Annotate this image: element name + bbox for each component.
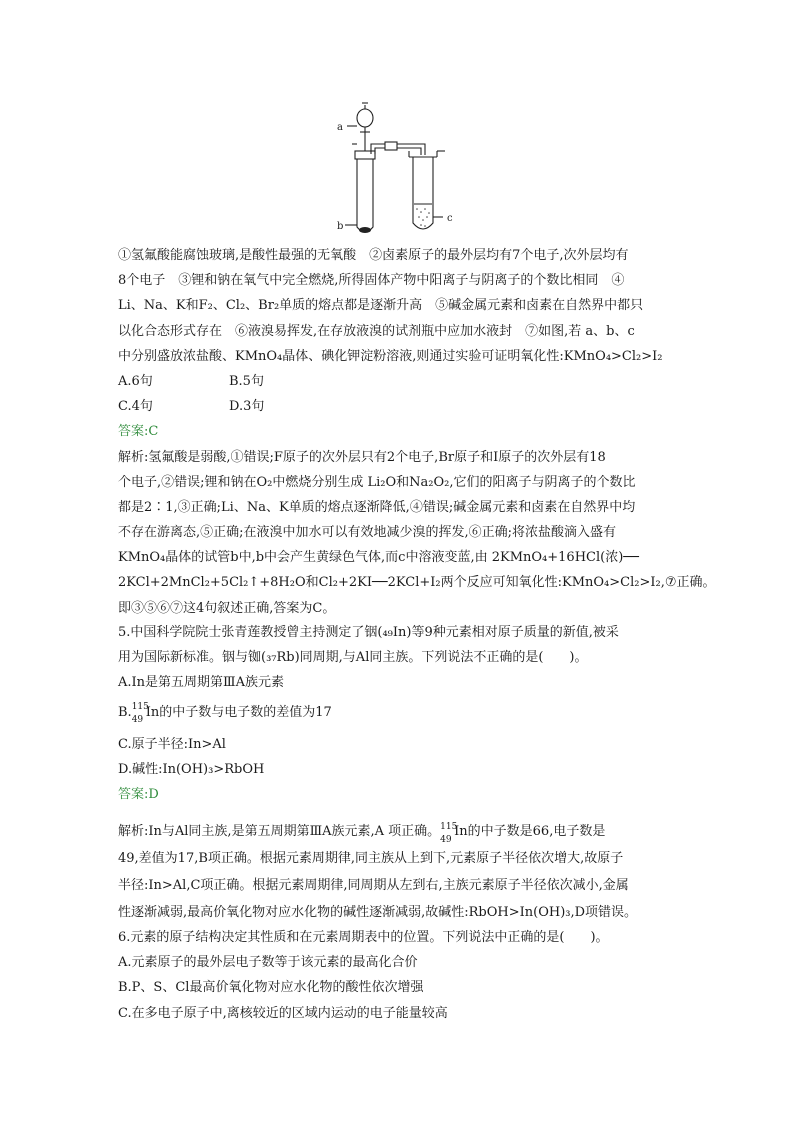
q4-statement-line: Li、Na、K和F₂、Cl₂、Br₂单质的熔点都是逐渐升高 ⑤碱金属元素和卤素在自然界中都只	[118, 298, 644, 314]
q4-answer: 答案:C	[118, 424, 159, 440]
q4-explanation-line: 个电子,②错误;锂和钠在O₂中燃烧分别生成 Li₂O和Na₂O₂,它们的阳离子与阴离子的个数比	[118, 474, 636, 490]
q6-block	[118, 925, 678, 1026]
q5-answer: 答案:D	[118, 787, 159, 803]
q5-explanation-line: 49,差值为17,B项正确。根据元素周期律,同主族从上到下,元素原子半径依次增大,故原子	[118, 851, 624, 866]
q4-options-row-2	[118, 394, 678, 419]
q4-option-d: D.3句	[229, 399, 265, 415]
q5-explanation-part1: 解析:In与Al同主族,是第五周期第ⅢA族元素,A 项正确。	[118, 824, 441, 839]
q4-options-row-1	[118, 369, 678, 394]
q5-option-b	[118, 700, 678, 725]
q4-statement-line: ①氢氟酸能腐蚀玻璃,是酸性最强的无氧酸 ②卤素原子的最外层均有7个电子,次外层均有	[118, 248, 629, 263]
q4-block	[118, 243, 716, 621]
label-a: a	[337, 122, 343, 133]
q4-statement-line: 以化合态形式存在 ⑥液溴易挥发,在存放液溴的试剂瓶中应加水液封 ⑦如图,若 a、b、c	[118, 323, 635, 339]
q5-explanation-part2: In的中子数是66,电子数是	[454, 824, 606, 839]
q5-option-d: D.碱性:In(OH)₃>RbOH	[118, 762, 265, 778]
label-b: b	[337, 221, 344, 232]
q4-explanation-line: KMnO₄晶体的试管b中,b中会产生黄绿色气体,而c中溶液变蓝,由 2KMnO₄+16HCl(浓)──	[118, 550, 639, 566]
q6-option-b: B.P、S、Cl最高价氧化物对应水化物的酸性依次增强	[118, 980, 424, 996]
q5-stem-line: 5.中国科学院院士张青莲教授曾主持测定了铟(₄₉In)等9种元素相对原子质量的新值,被采	[118, 625, 619, 640]
q4-explanation-line: 2KCl+2MnCl₂+5Cl₂↑+8H₂O和Cl₂+2KI──2KCl+I₂两个反应可知氧化性:KMnO₄>Cl₂>I₂,⑦正确。	[118, 575, 716, 591]
q4-explanation-line: 不存在游离态,⑤正确;在液溴中加水可以有效地减少溴的挥发,⑥正确;将浓盐酸滴入盛有	[118, 525, 617, 541]
indium-isotope-symbol: 115 49	[440, 822, 458, 845]
q4-statement-line: 8个电子 ③锂和钠在氧气中完全燃烧,所得固体产物中阳离子与阴离子的个数比相同 ④	[118, 273, 625, 289]
isotope-mass-number: 115	[131, 702, 149, 712]
q4-explanation-line: 即③⑤⑥⑦这4句叙述正确,答案为C。	[118, 600, 336, 616]
q4-option-b: B.5句	[229, 373, 264, 389]
q5-option-b-text: In的中子数与电子数的差值为17	[145, 705, 332, 720]
label-c: c	[447, 213, 453, 224]
q5-option-a: A.In是第五周期第ⅢA族元素	[118, 675, 284, 691]
q5-explanation	[118, 818, 678, 926]
q5-option-c: C.原子半径:In>Al	[118, 737, 226, 752]
q6-option-c: C.在多电子原子中,离核较近的区域内运动的电子能量较高	[118, 1005, 448, 1021]
q6-option-a: A.元素原子的最外层电子数等于该元素的最高化合价	[118, 955, 418, 971]
q4-statement-line: 中分别盛放浓盐酸、KMnO₄晶体、碘化钾淀粉溶液,则通过实验可证明氧化性:KMnO₄>Cl₂>I₂	[118, 348, 663, 364]
q4-explanation-line: 都是2∶1,③正确;Li、Na、K单质的熔点逐渐降低,④错误;碱金属元素和卤素在自然界中均	[118, 499, 636, 515]
q5-options-rest	[118, 732, 678, 808]
isotope-atomic-number: 49	[131, 715, 144, 725]
apparatus-figure	[335, 99, 465, 239]
apparatus-diagram	[335, 99, 465, 239]
q6-stem: 6.元素的原子结构决定其性质和在元素周期表中的位置。下列说法中正确的是( )。	[118, 930, 609, 945]
q5-explanation-line: 性逐渐减弱,最高价氧化物对应水化物的碱性逐渐减弱,故碱性:RbOH>In(OH)₃,D项错误。	[118, 905, 638, 920]
q5-stem-line: 用为国际新标准。铟与铷(₃₇Rb)同周期,与Al同主族。下列说法不正确的是( )。	[118, 650, 588, 666]
q5-explanation-line: 半径:In>Al,C项正确。根据元素周期律,同周期从左到右,主族元素原子半径依次减小,金属	[118, 878, 629, 893]
q4-explanation-line: 解析:氢氟酸是弱酸,①错误;F原子的次外层只有2个电子,Br原子和I原子的次外层有18	[118, 449, 606, 465]
q4-option-c: C.4句	[118, 399, 153, 415]
q5-block	[118, 620, 678, 696]
q5-option-b-prefix: B.	[118, 705, 132, 720]
q4-option-a: A.6句	[118, 373, 153, 389]
indium-isotope-symbol	[131, 702, 149, 725]
